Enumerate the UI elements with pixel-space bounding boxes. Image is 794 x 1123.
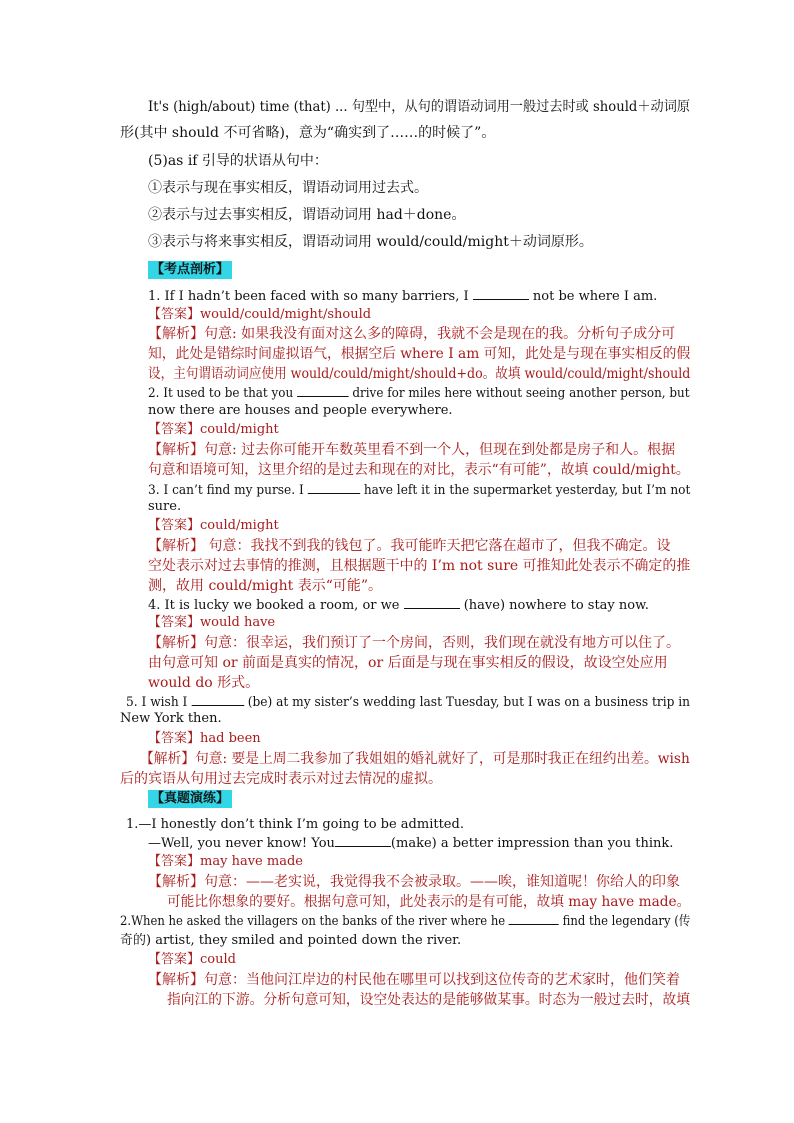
q3-stem-2: sure.: [148, 499, 182, 514]
p2-prefix: 2.When he asked the villagers on the banks of the river where he: [120, 914, 506, 929]
q3-stem: [148, 481, 690, 500]
expl-label: 【解析】: [140, 751, 195, 767]
q3-prefix: 3. I can’t find my purse. I: [148, 483, 304, 498]
expl-text: 句意：——老实说，我觉得我不会被录取。——唉，谁知道呢！你给人的印象: [204, 874, 680, 890]
q4-blank: [404, 596, 460, 609]
q2-suffix: drive for miles here without seeing another person, but: [352, 386, 690, 401]
q2-blank: [297, 384, 349, 397]
q3-expl-2: 空处表示对过去事情的推测，且根据题干中的 I’m not sure 可推知此处表示不确定的推: [148, 558, 691, 574]
q4-expl-2: 由句意可知 or 前面是真实的情况，or 后面是与现在事实相反的假设，故设空处应用: [148, 655, 668, 671]
p1-blank: [335, 834, 391, 847]
q1-stem: [148, 287, 657, 306]
answer-label: 【答案】: [148, 615, 201, 630]
q2-stem: [148, 384, 690, 403]
q4-answer: [148, 614, 275, 632]
expl-text: 句意: 要是上周二我参加了我姐姐的婚礼就好了，可是那时我正在纽约出差。wish: [194, 751, 690, 767]
q1-expl-3: 设，主句谓语动词应使用 would/could/might/should+do。故填 would/could/might/should: [148, 366, 691, 382]
q5-blank: [191, 693, 244, 706]
expl-text: 句意：我找不到我的钱包了。我可能昨天把它落在超市了，但我不确定。设: [208, 538, 671, 554]
q4-expl-3: would do 形式。: [148, 675, 260, 691]
p2-expl-2: 指向江的下游。分析句意可知，设空处表达的是能够做某事。时态为一般过去时，故填: [167, 992, 691, 1008]
answer-value: may have made: [200, 854, 303, 869]
p1-prefix: —Well, you never know! You: [148, 836, 335, 851]
q5-stem-2: New York then.: [120, 711, 222, 726]
answer-label: 【答案】: [148, 854, 201, 869]
p2-answer: [148, 951, 236, 969]
q4-suffix: (have) nowhere to stay now.: [463, 598, 649, 613]
expl-text: 句意：当他问江岸边的村民他在哪里可以找到这位传奇的艺术家时，他们笑着: [204, 972, 680, 988]
expl-text: 句意: 如果我没有面对这么多的障碍，我就不会是现在的我。分析句子成分可: [204, 326, 676, 342]
intro-line-1: It's (high/about) time (that) ... 句型中，从句的谓语动词用一般过去时或 should＋动词原: [148, 99, 691, 115]
p1-expl-2: 可能比你想象的要好。根据句意可知，此处表示的是有可能，故填 may have made。: [167, 894, 691, 910]
q2-stem-2: now there are houses and people everywhere.: [148, 403, 453, 418]
q4-prefix: 4. It is lucky we booked a room, or we: [148, 598, 400, 613]
expl-label: 【解析】: [148, 442, 204, 458]
q2-expl-2: 句意和语境可知，这里介绍的是过去和现在的对比，表示“有可能”，故填 could/might。: [148, 462, 690, 478]
intro-line-2: 形(其中 should 不可省略)，意为“确实到了……的时候了”。: [120, 125, 496, 141]
section-tag-label: 【真题演练】: [148, 790, 232, 808]
q4-expl-1: [148, 634, 680, 652]
q2-answer: [148, 421, 279, 439]
p1-expl-1: [148, 873, 680, 891]
q1-expl-1: [148, 325, 675, 343]
q5-expl-1: [140, 750, 690, 768]
answer-label: 【答案】: [148, 731, 201, 746]
answer-value: would have: [200, 615, 276, 630]
rule-3: ③表示与将来事实相反，谓语动词用 would/could/might＋动词原形。: [148, 234, 593, 250]
q4-stem: [148, 596, 649, 615]
section-tag-label: 【考点剖析】: [148, 261, 232, 279]
q5-answer: [148, 730, 261, 748]
rule-2: ②表示与过去事实相反，谓语动词用 had＋done。: [148, 207, 466, 223]
answer-label: 【答案】: [148, 307, 201, 322]
answer-label: 【答案】: [148, 518, 201, 533]
answer-value: had been: [200, 731, 261, 746]
p2-stem-2: 奇的) artist, they smiled and pointed down the river.: [120, 933, 462, 948]
q3-expl-3: 测，故用 could/might 表示“可能”。: [148, 578, 383, 594]
q3-blank: [308, 481, 360, 494]
expl-label: 【解析】: [148, 635, 204, 651]
q1-suffix: not be where I am.: [532, 289, 658, 304]
q5-prefix: 5. I wish I: [126, 695, 188, 710]
q1-prefix: 1. If I hadn’t been faced with so many barriers, I: [148, 289, 469, 304]
answer-value: could: [200, 952, 236, 967]
q1-expl-2: 知，此处是错综时间虚拟语气，根据空后 where I am 可知，此处是与现在事实相反的假: [148, 346, 691, 362]
expl-label: 【解析】: [148, 972, 204, 988]
p1-line-1: 1.—I honestly don’t think I’m going to be admitted.: [126, 817, 464, 832]
answer-value: could/might: [200, 518, 279, 533]
q2-expl-1: [148, 441, 675, 459]
p2-stem: [120, 912, 690, 931]
p1-suffix: (make) a better impression than you think.: [390, 836, 674, 851]
p2-blank: [509, 912, 559, 925]
expl-label: 【解析】: [148, 538, 204, 554]
answer-label: 【答案】: [148, 952, 201, 967]
q1-blank: [473, 287, 529, 300]
q3-suffix: have left it in the supermarket yesterday, but I’m not: [363, 483, 691, 498]
q5-expl-2: 后的宾语从句用过去完成时表示对过去情况的虚拟。: [120, 771, 442, 787]
q5-suffix: (be) at my sister’s wedding last Tuesday, but I was on a business trip in: [247, 695, 691, 710]
q2-prefix: 2. It used to be that you: [148, 386, 294, 401]
answer-value: would/could/might/should: [200, 307, 372, 322]
answer-label: 【答案】: [148, 422, 201, 437]
p2-suffix: find the legendary (传: [562, 914, 691, 929]
expl-label: 【解析】: [148, 874, 204, 890]
answer-value: could/might: [200, 422, 279, 437]
expl-text: 句意：很幸运，我们预订了一个房间，否则，我们现在就没有地方可以住了。: [204, 635, 680, 651]
q3-answer: [148, 517, 279, 535]
asif-title: (5)as if 引导的状语从句中：: [148, 153, 328, 169]
section-tag-analysis: [148, 261, 232, 279]
q1-answer: [148, 306, 371, 324]
expl-label: 【解析】: [148, 326, 204, 342]
expl-text: 句意: 过去你可能开车数英里看不到一个人，但现在到处都是房子和人。根据: [204, 442, 676, 458]
rule-1: ①表示与现在事实相反，谓语动词用过去式。: [148, 180, 428, 196]
p2-expl-1: [148, 971, 680, 989]
p1-answer: [148, 853, 303, 871]
section-tag-practice: [148, 790, 232, 808]
p1-stem: [148, 834, 673, 853]
q3-expl-1: [148, 537, 670, 555]
